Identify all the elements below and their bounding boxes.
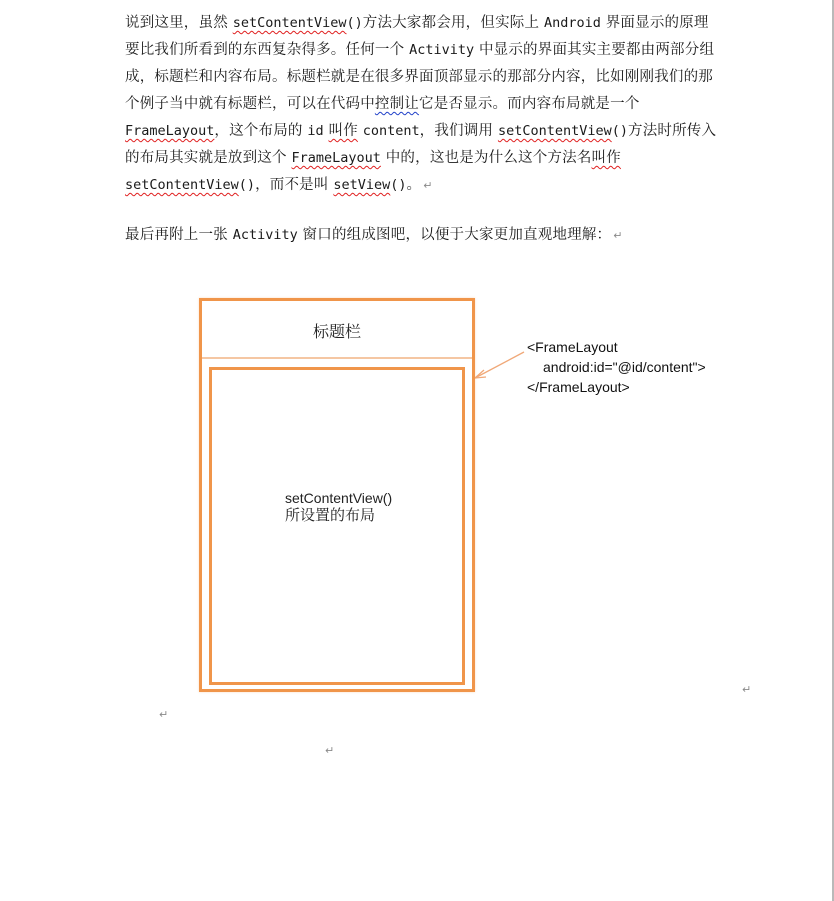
activity-window-box — [199, 298, 475, 692]
text-line — [125, 91, 725, 118]
text-run: ，这个布局的 — [214, 123, 308, 139]
text-run: 最后再附上一张 — [125, 227, 233, 243]
text-run: Activity — [409, 42, 475, 58]
paragraph-diagram-intro[interactable] — [125, 222, 725, 249]
text-run: ，我们调用 — [419, 123, 498, 139]
title-bar-region — [202, 301, 472, 359]
content-framelayout-box — [209, 367, 465, 685]
paragraph-mark-icon: ↵ — [742, 683, 752, 696]
title-bar-label: 标题栏 — [312, 321, 361, 341]
spellcheck-flagged-code: FrameLayout — [291, 150, 381, 166]
text-run: content — [362, 123, 420, 139]
text-run: () — [238, 177, 256, 193]
content-layout-label — [285, 490, 392, 524]
annotation-close-tag: </FrameLayout> — [527, 379, 630, 395]
text-run: 的布局其实就是放到这个 — [125, 150, 292, 166]
paragraph-mark-icon: ↵ — [159, 708, 169, 721]
text-line — [125, 64, 725, 91]
text-run: () — [390, 177, 407, 193]
annotation-open-tag: <FrameLayout — [527, 339, 618, 355]
content-label-method: setContentView() — [285, 490, 393, 506]
text-run: 说到这里，虽然 — [125, 15, 233, 31]
content-label-desc: 所设置的布局 — [285, 506, 376, 524]
text-run: 界面显示的原理 — [600, 15, 709, 31]
spellcheck-flagged-code: FrameLayout — [125, 123, 215, 139]
paragraph-mark-icon: ↵ — [423, 179, 433, 192]
text-line — [125, 37, 725, 64]
text-run: Android — [544, 15, 601, 31]
paragraph-intro[interactable] — [125, 10, 725, 199]
text-run: Activity — [232, 227, 298, 243]
text-run: () — [611, 123, 628, 139]
text-run: id — [307, 123, 324, 139]
spellcheck-flagged-code: setContentView — [497, 123, 612, 139]
spellcheck-flagged-code: setView — [333, 177, 391, 193]
text-line — [125, 10, 725, 37]
text-line — [125, 118, 725, 145]
spellcheck-flagged-text: 叫作 — [591, 150, 621, 166]
text-run: ，而不是叫 — [255, 177, 334, 193]
text-run: 。 — [406, 177, 422, 193]
text-line — [125, 145, 725, 172]
framelayout-annotation — [527, 337, 706, 397]
text-run: 它是否显示。而内容布局就是一个 — [419, 96, 640, 112]
text-run: 个例子当中就有标题栏，可以在代码中 — [125, 96, 375, 112]
text-line — [125, 222, 725, 249]
annotation-id-attr: android:id="@id/content"> — [543, 359, 706, 375]
spellcheck-flagged-code: setContentView — [232, 15, 347, 31]
spellcheck-flagged-text: 叫作 — [328, 123, 358, 139]
text-run: 要比我们所看到的东西复杂得多。任何一个 — [125, 42, 410, 58]
spellcheck-flagged-code: setContentView — [125, 177, 239, 193]
text-run: 中显示的界面其实主要都由两部分组 — [474, 42, 715, 58]
text-run: 成，标题栏和内容布局。标题栏就是在很多界面顶部显示的那部分内容，比如刚刚我们的那 — [125, 69, 713, 85]
text-run: () — [346, 15, 363, 31]
grammar-flagged-text: 控制让 — [374, 96, 420, 112]
text-run: 方法时所传入 — [628, 123, 717, 139]
paragraph-mark-icon: ↵ — [613, 229, 623, 242]
text-run: 中的，这也是为什么这个方法名 — [380, 150, 592, 166]
text-run: 窗口的组成图吧，以便于大家更加直观地理解： — [297, 227, 612, 243]
text-run: 方法大家都会用，但实际上 — [362, 15, 544, 31]
paragraph-mark-icon: ↵ — [325, 744, 335, 757]
text-line — [125, 172, 725, 199]
